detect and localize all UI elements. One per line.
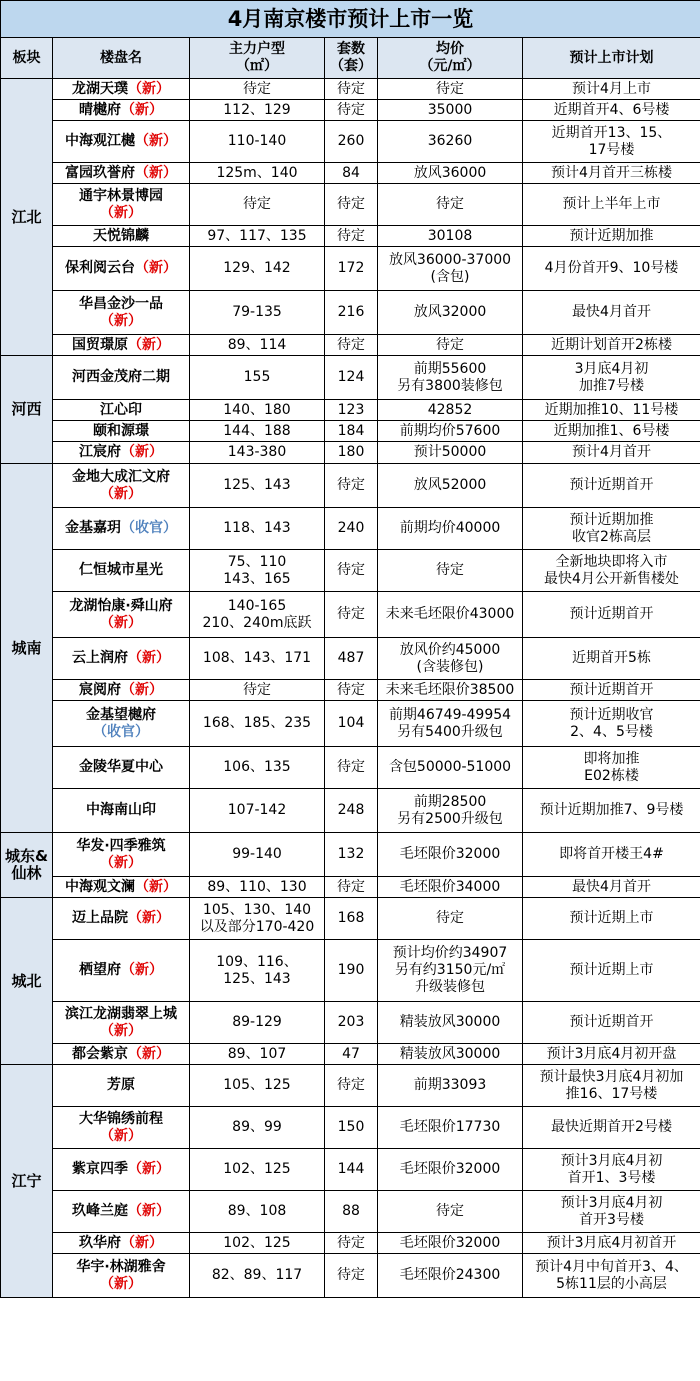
- layout-cell: 168、185、235: [190, 701, 325, 747]
- price-cell: 待定: [378, 1191, 523, 1233]
- header-layout: 主力户型 （㎡）: [190, 38, 325, 79]
- project-name: 芳原: [107, 1077, 135, 1093]
- region-cell: 江北: [1, 79, 53, 356]
- layout-cell: 89、114: [190, 335, 325, 356]
- price-cell: 前期33093: [378, 1065, 523, 1107]
- price-cell: 预计50000: [378, 442, 523, 464]
- table-row: [1, 898, 700, 940]
- table-row: [1, 121, 700, 163]
- layout-cell: 125m、140: [190, 163, 325, 184]
- status-tag: （新）: [135, 878, 177, 895]
- project-name-cell: [53, 226, 190, 247]
- plan-cell: 近期加推1、6号楼: [523, 421, 700, 442]
- table-row: [1, 1233, 700, 1254]
- layout-cell: 112、129: [190, 100, 325, 121]
- project-name-cell: [53, 163, 190, 184]
- layout-cell: 79-135: [190, 291, 325, 335]
- units-cell: 203: [325, 1002, 378, 1044]
- status-tag: （新）: [128, 80, 170, 97]
- project-name-cell: [53, 1254, 190, 1298]
- project-name: 滨江龙湖翡翠上城: [65, 1005, 177, 1022]
- table-row: [1, 291, 700, 335]
- project-name: 富园玖誉府: [65, 164, 135, 181]
- plan-cell: 预计近期首开: [523, 680, 700, 701]
- price-cell: 精装放风30000: [378, 1044, 523, 1065]
- project-name-cell: [53, 442, 190, 464]
- project-name: 江心印: [100, 401, 142, 418]
- project-name-cell: [53, 898, 190, 940]
- project-name-cell: [53, 638, 190, 680]
- status-tag: （新）: [128, 650, 170, 666]
- project-name-cell: [53, 833, 190, 877]
- project-name-cell: [53, 747, 190, 789]
- status-tag: （新）: [121, 101, 163, 118]
- table-row: [1, 508, 700, 550]
- units-cell: 172: [325, 247, 378, 291]
- units-cell: 47: [325, 1044, 378, 1065]
- status-tag: （新）: [135, 133, 177, 149]
- status-tag: （新）: [128, 1203, 170, 1219]
- project-name-cell: [53, 400, 190, 421]
- project-name: 江宸府: [79, 444, 121, 460]
- project-name: 迈上品院: [72, 910, 128, 926]
- plan-cell: 最快4月首开: [523, 877, 700, 898]
- status-tag: （新）: [121, 1234, 163, 1251]
- project-name: 华昌金沙一品: [79, 295, 163, 312]
- units-cell: 180: [325, 442, 378, 464]
- plan-cell: 预计最快3月底4月初加 推16、17号楼: [523, 1065, 700, 1107]
- layout-cell: 99-140: [190, 833, 325, 877]
- status-tag: （收官）: [121, 520, 177, 536]
- project-name-cell: [53, 464, 190, 508]
- price-cell: 30108: [378, 226, 523, 247]
- status-tag: （新）: [100, 312, 142, 329]
- units-cell: 待定: [325, 747, 378, 789]
- status-tag: （新）: [100, 1127, 142, 1144]
- table-row: [1, 1191, 700, 1233]
- table-row: [1, 163, 700, 184]
- status-tag: （新）: [100, 614, 142, 631]
- units-cell: 124: [325, 356, 378, 400]
- table-row: [1, 833, 700, 877]
- table-row: [1, 1044, 700, 1065]
- price-cell: 毛坯限价34000: [378, 877, 523, 898]
- project-name: 中海观文澜: [65, 878, 135, 895]
- plan-cell: 近期加推10、11号楼: [523, 400, 700, 421]
- plan-cell: 预计3月底4月初 首开1、3号楼: [523, 1149, 700, 1191]
- layout-cell: 109、116、 125、143: [190, 940, 325, 1002]
- status-tag: （新）: [135, 260, 177, 276]
- plan-cell: 预计4月上市: [523, 79, 700, 100]
- project-name: 宸阅府: [79, 681, 121, 698]
- price-cell: 未来毛坯限价38500: [378, 680, 523, 701]
- price-cell: 待定: [378, 550, 523, 592]
- layout-cell: 待定: [190, 79, 325, 100]
- project-name: 玖峰兰庭: [72, 1203, 128, 1219]
- price-cell: 预计均价约34907 另有约3150元/㎡ 升级装修包: [378, 940, 523, 1002]
- project-name: 金地大成汇文府: [72, 468, 170, 485]
- plan-cell: 最快近期首开2号楼: [523, 1107, 700, 1149]
- project-name: 华宇·林湖雅舍: [76, 1258, 166, 1275]
- price-cell: 前期28500 另有2500升级包: [378, 789, 523, 833]
- project-name: 玖华府: [79, 1234, 121, 1251]
- project-name-cell: [53, 680, 190, 701]
- status-tag: （新）: [121, 962, 163, 978]
- price-cell: 精装放风30000: [378, 1002, 523, 1044]
- region-cell: 城北: [1, 898, 53, 1065]
- layout-cell: 82、89、117: [190, 1254, 325, 1298]
- plan-cell: 近期首开4、6号楼: [523, 100, 700, 121]
- table-row: [1, 421, 700, 442]
- header-units: 套数 （套）: [325, 38, 378, 79]
- page-title: 4月南京楼市预计上市一览: [1, 1, 700, 38]
- units-cell: 184: [325, 421, 378, 442]
- layout-cell: 97、117、135: [190, 226, 325, 247]
- status-tag: （新）: [121, 681, 163, 698]
- plan-cell: 预计上半年上市: [523, 184, 700, 226]
- project-name-cell: [53, 940, 190, 1002]
- plan-cell: 预计4月首开三栋楼: [523, 163, 700, 184]
- layout-cell: 75、110 143、165: [190, 550, 325, 592]
- plan-cell: 近期计划首开2栋楼: [523, 335, 700, 356]
- project-name: 晴樾府: [79, 101, 121, 118]
- units-cell: 132: [325, 833, 378, 877]
- plan-cell: 预计3月底4月初 首开3号楼: [523, 1191, 700, 1233]
- project-name: 中海观江樾: [65, 133, 135, 149]
- units-cell: 240: [325, 508, 378, 550]
- layout-cell: 89、108: [190, 1191, 325, 1233]
- project-name: 紫京四季: [72, 1161, 128, 1177]
- project-name-cell: [53, 100, 190, 121]
- project-name-cell: [53, 877, 190, 898]
- region-cell: 城南: [1, 464, 53, 833]
- units-cell: 待定: [325, 1254, 378, 1298]
- price-cell: 放风36000-37000 (含包): [378, 247, 523, 291]
- layout-cell: 102、125: [190, 1233, 325, 1254]
- units-cell: 待定: [325, 592, 378, 638]
- plan-cell: 预计近期加推7、9号楼: [523, 789, 700, 833]
- table-body: [1, 79, 700, 1298]
- project-name-cell: [53, 592, 190, 638]
- price-cell: 毛坯限价17730: [378, 1107, 523, 1149]
- project-name-cell: [53, 550, 190, 592]
- price-cell: 放风价约45000 (含装修包): [378, 638, 523, 680]
- units-cell: 168: [325, 898, 378, 940]
- project-name: 金陵华夏中心: [79, 759, 163, 775]
- units-cell: 待定: [325, 1065, 378, 1107]
- project-name-cell: [53, 121, 190, 163]
- region-cell: 江宁: [1, 1065, 53, 1298]
- layout-cell: 108、143、171: [190, 638, 325, 680]
- table-row: [1, 877, 700, 898]
- layout-cell: 102、125: [190, 1149, 325, 1191]
- status-tag: （新）: [100, 485, 142, 502]
- project-name: 华发·四季雅筑: [76, 837, 166, 854]
- plan-cell: 预计近期首开: [523, 464, 700, 508]
- table-row: [1, 1002, 700, 1044]
- project-name-cell: [53, 1191, 190, 1233]
- units-cell: 待定: [325, 184, 378, 226]
- layout-cell: 89、107: [190, 1044, 325, 1065]
- project-name: 河西金茂府二期: [72, 369, 170, 385]
- project-name-cell: [53, 1107, 190, 1149]
- status-tag: （收官）: [93, 723, 149, 740]
- plan-cell: 即将加推 E02栋楼: [523, 747, 700, 789]
- plan-cell: 预计近期加推 收官2栋高层: [523, 508, 700, 550]
- header-project: 楼盘名: [53, 38, 190, 79]
- units-cell: 487: [325, 638, 378, 680]
- layout-cell: 144、188: [190, 421, 325, 442]
- project-name: 大华锦绣前程: [79, 1110, 163, 1127]
- plan-cell: 预计3月底4月初首开: [523, 1233, 700, 1254]
- status-tag: （新）: [100, 1275, 142, 1292]
- project-name: 保利阅云台: [65, 260, 135, 276]
- plan-cell: 预计近期加推: [523, 226, 700, 247]
- table-row: [1, 100, 700, 121]
- units-cell: 待定: [325, 680, 378, 701]
- region-cell: 河西: [1, 356, 53, 464]
- units-cell: 待定: [325, 226, 378, 247]
- layout-cell: 143-380: [190, 442, 325, 464]
- table-row: [1, 226, 700, 247]
- price-cell: 待定: [378, 898, 523, 940]
- plan-cell: 预计近期上市: [523, 940, 700, 1002]
- price-cell: 36260: [378, 121, 523, 163]
- project-name: 金基望樾府: [86, 706, 156, 723]
- project-name: 金基嘉玥: [65, 520, 121, 536]
- project-name-cell: [53, 701, 190, 747]
- price-cell: 待定: [378, 79, 523, 100]
- price-cell: 毛坯限价32000: [378, 1149, 523, 1191]
- plan-cell: 即将首开楼王4#: [523, 833, 700, 877]
- project-name: 龙湖天璞: [72, 80, 128, 97]
- status-tag: （新）: [128, 910, 170, 926]
- plan-cell: 近期首开13、15、 17号楼: [523, 121, 700, 163]
- units-cell: 待定: [325, 550, 378, 592]
- project-name: 都会紫京: [72, 1045, 128, 1062]
- price-cell: 前期均价57600: [378, 421, 523, 442]
- price-cell: 放风52000: [378, 464, 523, 508]
- plan-cell: 预计近期首开: [523, 1002, 700, 1044]
- layout-cell: 110-140: [190, 121, 325, 163]
- units-cell: 待定: [325, 464, 378, 508]
- table-row: [1, 400, 700, 421]
- price-cell: 35000: [378, 100, 523, 121]
- table-row: [1, 638, 700, 680]
- units-cell: 84: [325, 163, 378, 184]
- plan-cell: 近期首开5栋: [523, 638, 700, 680]
- price-cell: 前期均价40000: [378, 508, 523, 550]
- project-name-cell: [53, 1233, 190, 1254]
- price-cell: 前期46749-49954 另有5400升级包: [378, 701, 523, 747]
- status-tag: （新）: [128, 1161, 170, 1177]
- plan-cell: 预计近期上市: [523, 898, 700, 940]
- plan-cell: 4月份首开9、10号楼: [523, 247, 700, 291]
- project-name-cell: [53, 79, 190, 100]
- project-name: 栖望府: [79, 962, 121, 978]
- header-region: 板块: [1, 38, 53, 79]
- units-cell: 123: [325, 400, 378, 421]
- project-name: 云上润府: [72, 650, 128, 666]
- units-cell: 216: [325, 291, 378, 335]
- layout-cell: 125、143: [190, 464, 325, 508]
- layout-cell: 129、142: [190, 247, 325, 291]
- plan-cell: 预计3月底4月初开盘: [523, 1044, 700, 1065]
- project-name: 天悦锦麟: [93, 227, 149, 244]
- project-name: 中海南山印: [86, 802, 156, 818]
- table-row: [1, 1149, 700, 1191]
- price-cell: 放风32000: [378, 291, 523, 335]
- layout-cell: 89-129: [190, 1002, 325, 1044]
- project-name: 颐和源璟: [93, 422, 149, 439]
- units-cell: 88: [325, 1191, 378, 1233]
- price-cell: 待定: [378, 335, 523, 356]
- header-plan: 预计上市计划: [523, 38, 700, 79]
- status-tag: （新）: [128, 1045, 170, 1062]
- region-cell: 城东& 仙林: [1, 833, 53, 898]
- status-tag: （新）: [121, 444, 163, 460]
- project-name-cell: [53, 1065, 190, 1107]
- table-row: [1, 247, 700, 291]
- table-row: [1, 335, 700, 356]
- project-name-cell: [53, 291, 190, 335]
- status-tag: （新）: [100, 854, 142, 871]
- table-row: [1, 1065, 700, 1107]
- layout-cell: 140-165 210、240m底跃: [190, 592, 325, 638]
- table-row: [1, 701, 700, 747]
- table-row: [1, 1254, 700, 1298]
- project-name: 国贸璟原: [72, 336, 128, 353]
- units-cell: 待定: [325, 1233, 378, 1254]
- price-cell: 前期55600 另有3800装修包: [378, 356, 523, 400]
- plan-cell: 全新地块即将入市 最快4月公开新售楼处: [523, 550, 700, 592]
- plan-cell: 预计近期首开: [523, 592, 700, 638]
- layout-cell: 107-142: [190, 789, 325, 833]
- price-cell: 含包50000-51000: [378, 747, 523, 789]
- project-name-cell: [53, 1044, 190, 1065]
- layout-cell: 待定: [190, 680, 325, 701]
- units-cell: 待定: [325, 100, 378, 121]
- price-cell: 放风36000: [378, 163, 523, 184]
- units-cell: 待定: [325, 335, 378, 356]
- layout-cell: 140、180: [190, 400, 325, 421]
- units-cell: 248: [325, 789, 378, 833]
- header-price: 均价 （元/㎡）: [378, 38, 523, 79]
- status-tag: （新）: [100, 1022, 142, 1039]
- project-name-cell: [53, 184, 190, 226]
- table-row: [1, 940, 700, 1002]
- price-cell: 未来毛坯限价43000: [378, 592, 523, 638]
- units-cell: 104: [325, 701, 378, 747]
- project-name-cell: [53, 789, 190, 833]
- project-name-cell: [53, 508, 190, 550]
- project-name-cell: [53, 247, 190, 291]
- plan-cell: 预计近期收官 2、4、5号楼: [523, 701, 700, 747]
- table-row: [1, 550, 700, 592]
- layout-cell: 118、143: [190, 508, 325, 550]
- units-cell: 150: [325, 1107, 378, 1149]
- layout-cell: 105、130、140 以及部分170-420: [190, 898, 325, 940]
- units-cell: 144: [325, 1149, 378, 1191]
- layout-cell: 106、135: [190, 747, 325, 789]
- project-name: 仁恒城市星光: [79, 562, 163, 578]
- plan-cell: 3月底4月初 加推7号楼: [523, 356, 700, 400]
- project-name-cell: [53, 356, 190, 400]
- units-cell: 待定: [325, 79, 378, 100]
- project-name-cell: [53, 1002, 190, 1044]
- price-cell: 毛坯限价32000: [378, 833, 523, 877]
- table-row: [1, 1107, 700, 1149]
- plan-cell: 预计4月中旬首开3、4、 5栋11层的小高层: [523, 1254, 700, 1298]
- layout-cell: 105、125: [190, 1065, 325, 1107]
- units-cell: 260: [325, 121, 378, 163]
- status-tag: （新）: [135, 164, 177, 181]
- table-row: [1, 356, 700, 400]
- table-row: [1, 464, 700, 508]
- project-name: 龙湖怡康·舜山府: [69, 597, 173, 614]
- project-name-cell: [53, 421, 190, 442]
- layout-cell: 89、110、130: [190, 877, 325, 898]
- layout-cell: 89、99: [190, 1107, 325, 1149]
- units-cell: 待定: [325, 877, 378, 898]
- table-row: [1, 680, 700, 701]
- status-tag: （新）: [128, 336, 170, 353]
- layout-cell: 155: [190, 356, 325, 400]
- table-row: [1, 184, 700, 226]
- project-name: 通宇林景博园: [79, 187, 163, 204]
- status-tag: （新）: [100, 204, 142, 221]
- project-name-cell: [53, 1149, 190, 1191]
- table-row: [1, 592, 700, 638]
- plan-cell: 最快4月首开: [523, 291, 700, 335]
- layout-cell: 待定: [190, 184, 325, 226]
- project-name-cell: [53, 335, 190, 356]
- table-row: [1, 79, 700, 100]
- table-row: [1, 442, 700, 464]
- price-cell: 毛坯限价24300: [378, 1254, 523, 1298]
- price-cell: 42852: [378, 400, 523, 421]
- plan-cell: 预计4月首开: [523, 442, 700, 464]
- table-row: [1, 789, 700, 833]
- table-row: [1, 747, 700, 789]
- units-cell: 190: [325, 940, 378, 1002]
- price-cell: 待定: [378, 184, 523, 226]
- price-cell: 毛坯限价32000: [378, 1233, 523, 1254]
